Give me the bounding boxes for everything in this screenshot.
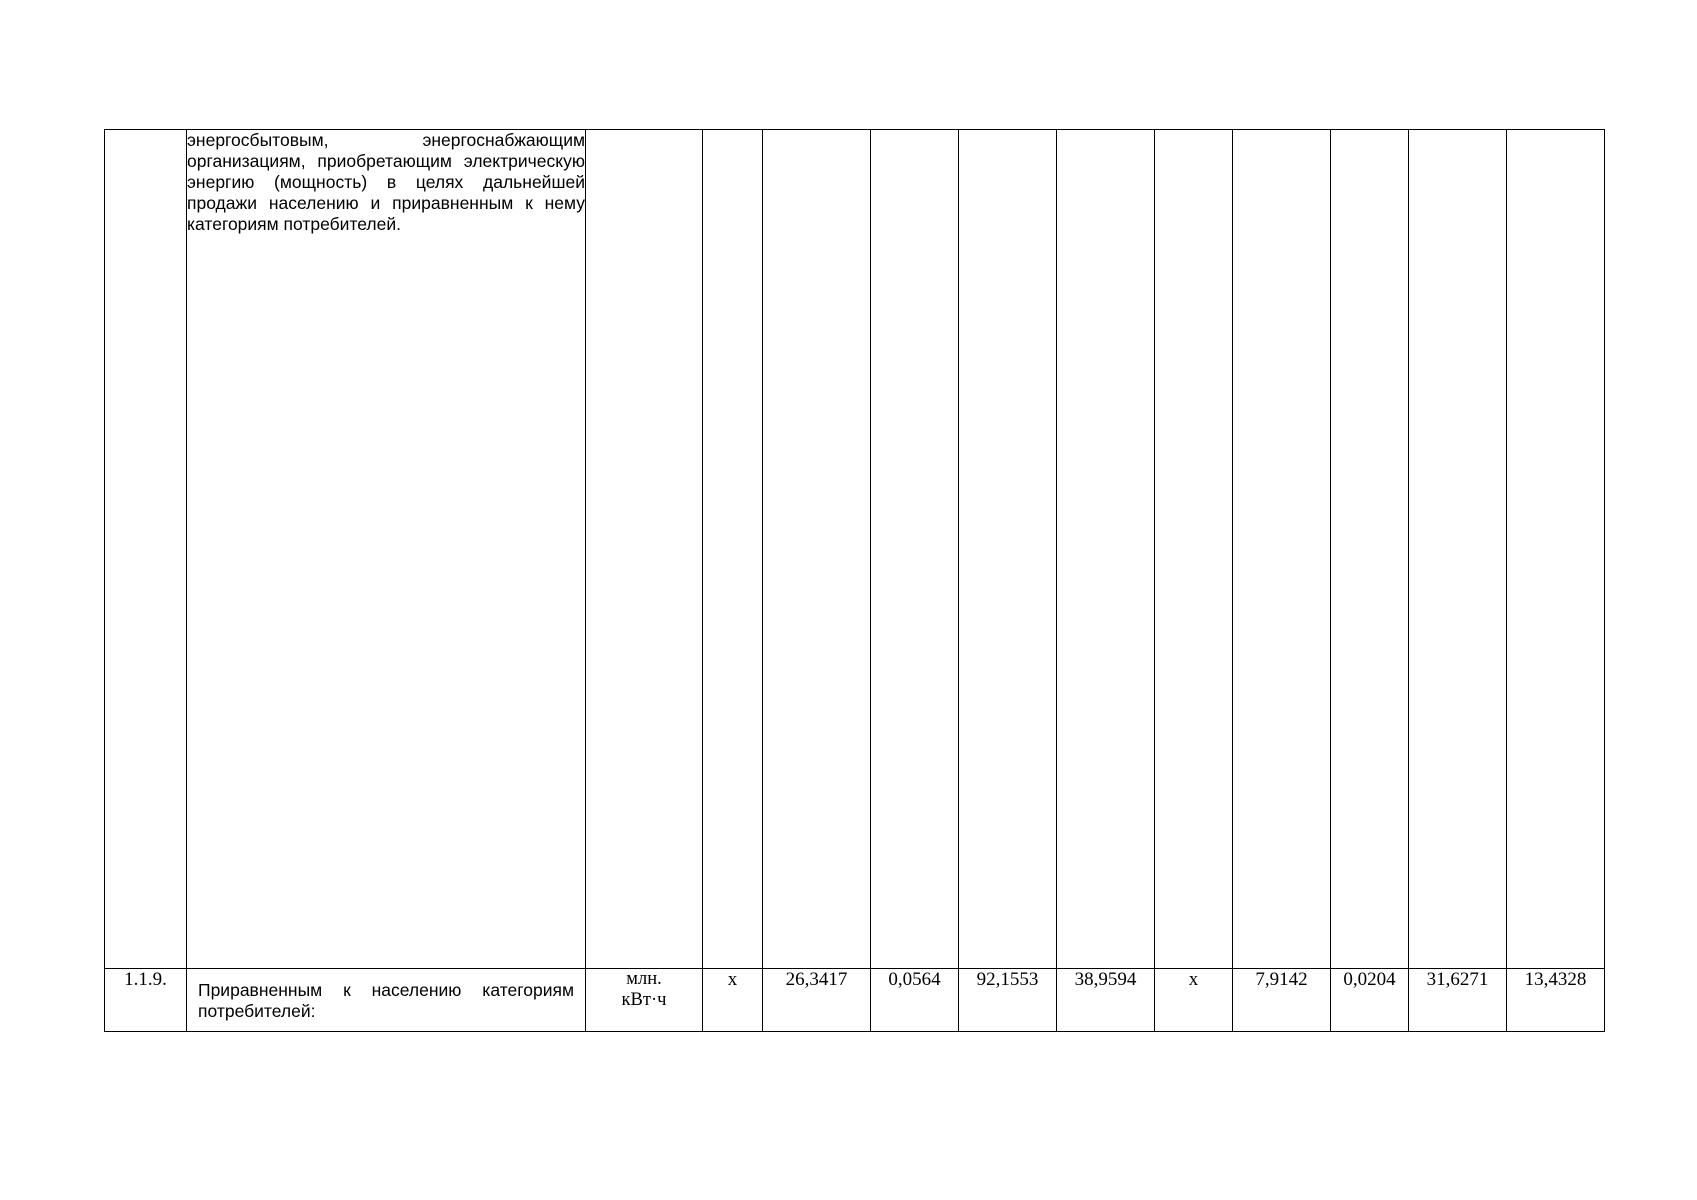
cell-value [763,130,871,969]
cell-number [105,130,187,969]
cell-value: х [703,969,763,1032]
unit-line-2: кВт·ч [621,990,667,1010]
cell-value: 0,0564 [871,969,959,1032]
cell-value: 31,6271 [1409,969,1507,1032]
table-row-continuation [105,130,1605,969]
cell-value [1233,130,1331,969]
cell-value [1155,130,1233,969]
cell-value: 0,0204 [1331,969,1409,1032]
cell-value: 92,1553 [959,969,1057,1032]
cell-value [871,130,959,969]
cell-unit [586,130,703,969]
cell-value [1507,130,1605,969]
cell-value: х [1155,969,1233,1032]
tariff-balance-table [104,129,1605,1032]
cell-unit [586,969,703,1032]
unit-line-1: млн. [626,969,662,989]
table-row-1-1-9 [105,969,1605,1032]
cell-value: 13,4328 [1507,969,1605,1032]
cell-number: 1.1.9. [105,969,187,1032]
cell-value: 7,9142 [1233,969,1331,1032]
cell-value [959,130,1057,969]
cell-description: Приравненным к населению категориям потребителей: [187,969,586,1032]
cell-value: 38,9594 [1057,969,1155,1032]
cell-value [1057,130,1155,969]
cell-description: энергосбытовым, энергоснабжающим организациям, приобретающим электрическую энергию (мощность) в целях дальнейшей продажи населению и приравненным к нему категориям потребителей. [187,130,586,969]
cell-value: 26,3417 [763,969,871,1032]
cell-value [1331,130,1409,969]
cell-value [703,130,763,969]
cell-value [1409,130,1507,969]
